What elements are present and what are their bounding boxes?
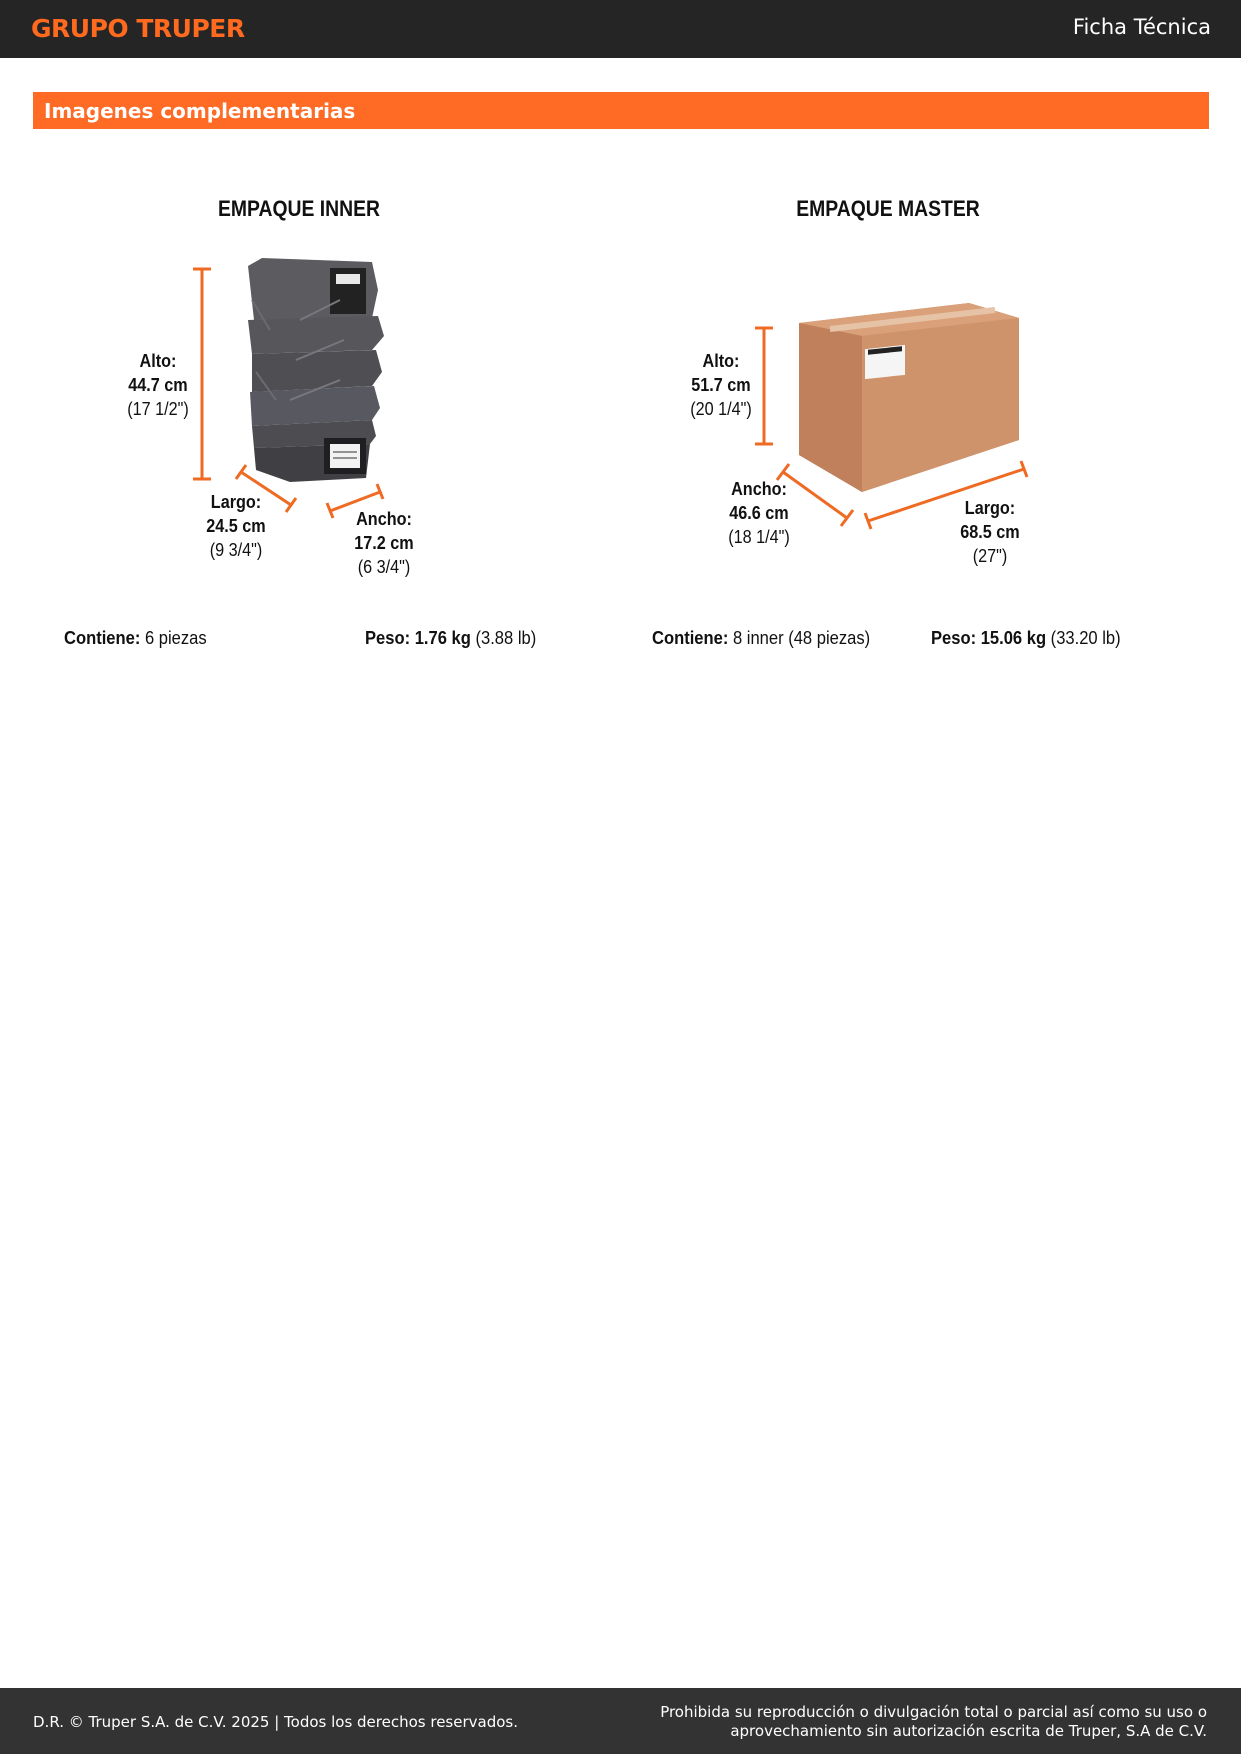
inner-weight: Peso: 1.76 kg (3.88 lb) — [365, 628, 537, 648]
inner-pack-title: EMPAQUE INNER — [217, 196, 381, 221]
inner-ancho-label: Ancho: 17.2 cm (6 3/4") — [354, 509, 414, 577]
master-alto-label: Alto: 51.7 cm (20 1/4") — [690, 351, 752, 419]
inner-contains: Contiene: 6 piezas — [64, 628, 207, 648]
master-ancho-label: Ancho: 46.6 cm (18 1/4") — [728, 479, 790, 547]
legal-notice: Prohibida su reproducción o divulgación total o parcial así como su uso o aprovechamiento sin autorización escrita de Truper, S.A de C.V. — [660, 1703, 1207, 1740]
copyright-text: D.R. © Truper S.A. de C.V. 2025 | Todos los derechos reservados. — [33, 1713, 518, 1731]
master-weight: Peso: 15.06 kg (33.20 lb) — [931, 628, 1121, 648]
inner-alto-label: Alto: 44.7 cm (17 1/2") — [127, 351, 189, 419]
inner-largo-label: Largo: 24.5 cm (9 3/4") — [206, 492, 266, 560]
master-pack-title: EMPAQUE MASTER — [796, 196, 980, 221]
truper-logo: GRUPO TRUPER — [31, 14, 245, 43]
master-contains: Contiene: 8 inner (48 piezas) — [652, 628, 871, 648]
document-type-title: Ficha Técnica — [1072, 15, 1211, 39]
inner-package-image — [248, 258, 384, 482]
page-footer — [0, 1688, 1241, 1754]
master-largo-label: Largo: 68.5 cm (27") — [960, 498, 1020, 566]
section-title: Imagenes complementarias — [44, 99, 356, 123]
master-package-image — [799, 303, 1019, 492]
